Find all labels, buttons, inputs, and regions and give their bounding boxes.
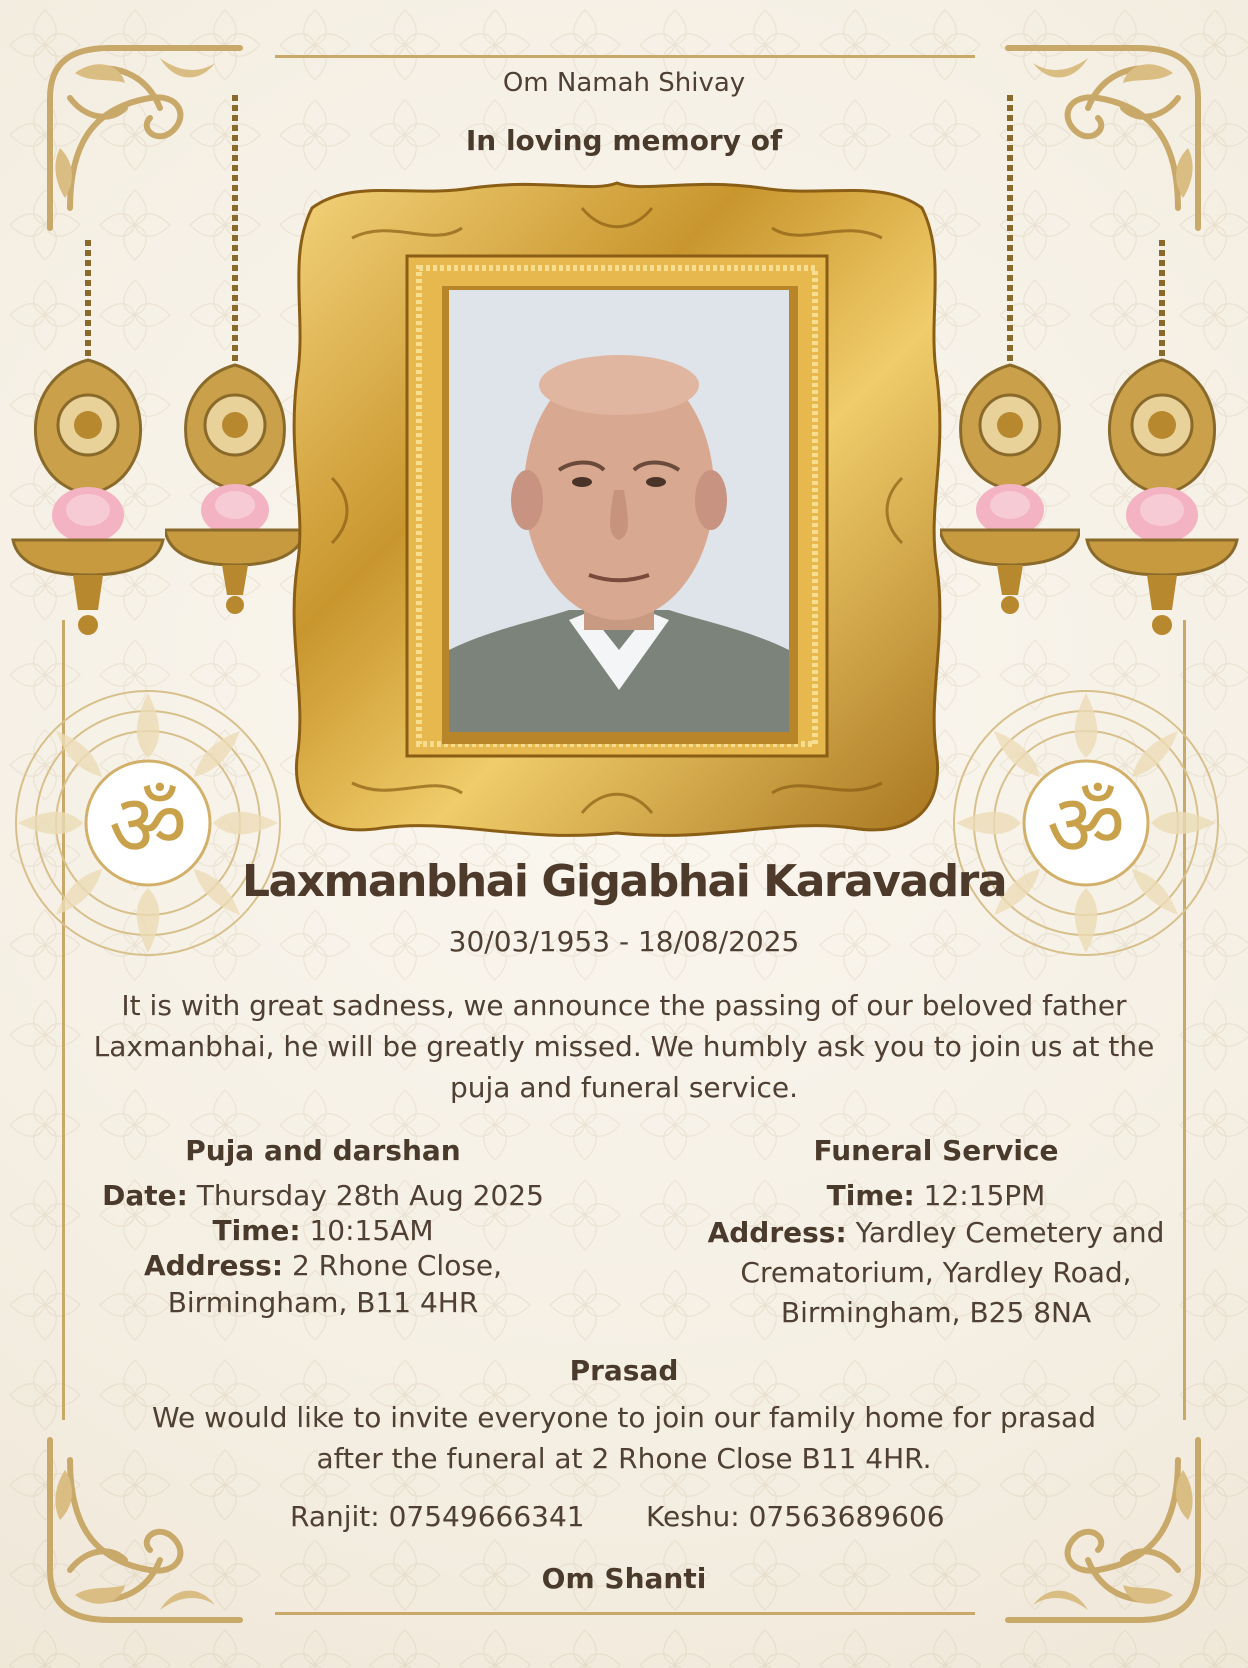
om-symbol-icon: ॐ xyxy=(1046,776,1126,876)
diya-lamp-icon xyxy=(8,240,168,640)
funeral-time-line xyxy=(700,1178,1172,1213)
puja-time-line xyxy=(88,1213,558,1248)
diya-lamp-icon xyxy=(1082,240,1242,640)
puja-address-value-2: Birmingham, B11 4HR xyxy=(167,1286,479,1319)
funeral-address-value-2: Crematorium, Yardley Road, xyxy=(740,1256,1132,1289)
diya-lamp-icon xyxy=(940,95,1080,615)
puja-date-value: Thursday 28th Aug 2025 xyxy=(187,1179,544,1212)
puja-details xyxy=(88,1133,558,1323)
puja-address-value-1: 2 Rhone Close, xyxy=(283,1249,503,1282)
funeral-heading: Funeral Service xyxy=(813,1134,1059,1167)
invocation-text: Om Namah Shivay xyxy=(502,68,746,98)
om-symbol-icon: ॐ xyxy=(108,776,188,876)
funeral-details xyxy=(700,1133,1172,1333)
portrait-photo xyxy=(449,290,789,732)
funeral-address-value-1: Yardley Cemetery and xyxy=(846,1216,1165,1249)
funeral-address-line xyxy=(700,1213,1172,1253)
contact-ranjit: Ranjit: 07549666341 xyxy=(290,1500,585,1533)
puja-address-label: Address: xyxy=(143,1249,284,1282)
top-border-line xyxy=(275,55,975,58)
mandala-ornament xyxy=(8,683,288,963)
puja-heading: Puja and darshan xyxy=(185,1134,461,1167)
puja-time-value: 10:15AM xyxy=(300,1214,434,1247)
prasad-heading: Prasad xyxy=(569,1354,679,1387)
diya-lamp-icon xyxy=(165,95,305,615)
funeral-address-label: Address: xyxy=(707,1216,847,1249)
funeral-time-value: 12:15PM xyxy=(914,1179,1046,1212)
prasad-message: We would like to invite everyone to join our family home for prasad after the funeral at 2 Rhone Close B11 4HR. xyxy=(151,1401,1096,1475)
puja-date-line xyxy=(88,1178,558,1213)
bottom-border-line xyxy=(275,1612,975,1615)
puja-address-line xyxy=(88,1248,558,1283)
mandala-ornament xyxy=(946,683,1226,963)
funeral-time-label: Time: xyxy=(826,1179,915,1212)
deceased-name: Laxmanbhai Gigabhai Karavadra xyxy=(241,856,1007,907)
life-dates: 30/03/1953 - 18/08/2025 xyxy=(448,925,800,958)
memorial-subtitle: In loving memory of xyxy=(465,124,783,157)
contact-keshu: Keshu: 07563689606 xyxy=(646,1500,945,1533)
funeral-address-value-3: Birmingham, B25 8NA xyxy=(780,1296,1092,1329)
closing-blessing: Om Shanti xyxy=(541,1562,707,1595)
puja-date-label: Date: xyxy=(102,1179,188,1212)
puja-time-label: Time: xyxy=(212,1214,301,1247)
announcement-message: It is with great sadness, we announce the passing of our beloved father Laxmanbhai, he will be greatly missed. We humbly ask you to join us at the puja and funeral service. xyxy=(93,989,1155,1104)
